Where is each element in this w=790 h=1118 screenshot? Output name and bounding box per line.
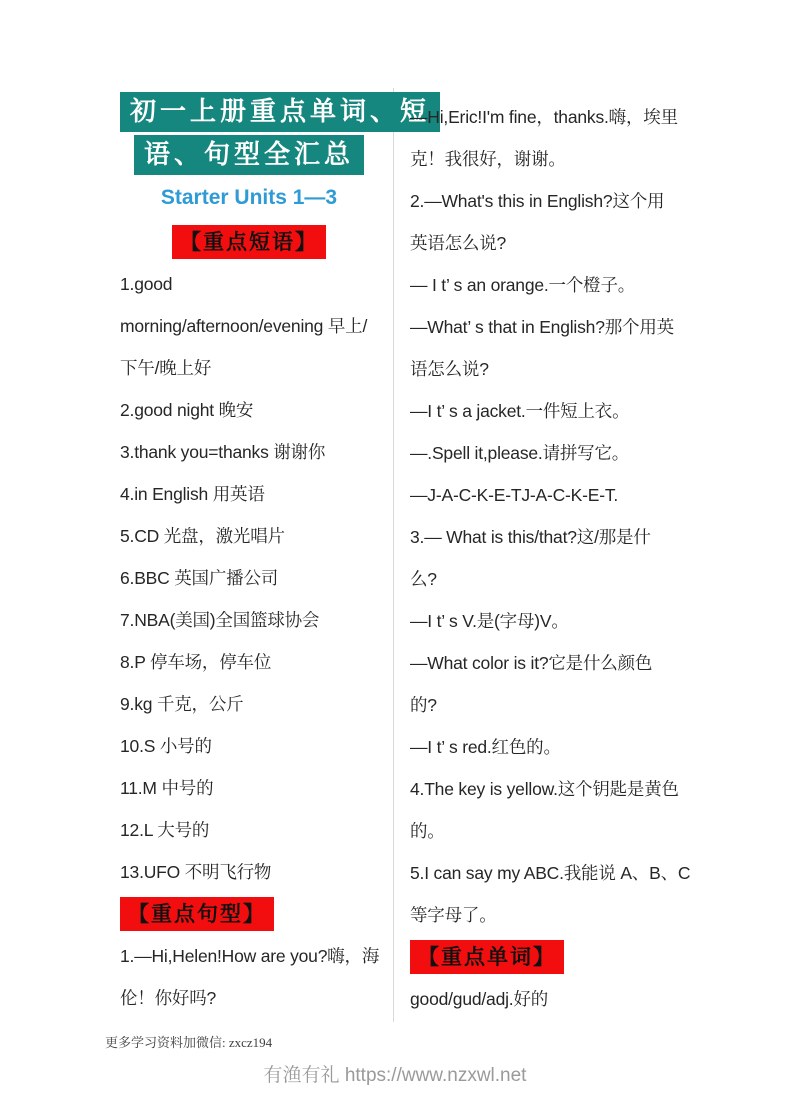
- sentence-line: —I t’ s V.是(字母)V。: [410, 611, 569, 631]
- sentence-line: 3.— What is this/that?这/那是什: [410, 527, 651, 547]
- sentence-line: 5.I can say my ABC.我能说 A、B、C: [410, 863, 691, 883]
- sentence-line: —I t’ s a jacket.一件短上衣。: [410, 401, 630, 421]
- sentence-line: 的?: [410, 695, 437, 715]
- sentence-line: 2.—What's this in English?这个用: [410, 191, 665, 211]
- sentence-line: —Hi,Eric!I'm fine，thanks.嗨，埃里: [410, 107, 678, 127]
- phrase-line: 3.thank you=thanks 谢谢你: [120, 442, 326, 462]
- sentence-line: 4.The key is yellow.这个钥匙是黄色: [410, 779, 679, 799]
- phrase-line: 8.P 停车场，停车位: [120, 652, 272, 672]
- phrase-line: morning/afternoon/evening 早上/: [120, 316, 368, 336]
- title-banner-line2: [120, 135, 378, 175]
- left-column: [120, 92, 431, 1019]
- phrase-line: 11.M 中号的: [120, 778, 214, 798]
- phrase-line: 13.UFO 不明飞行物: [120, 862, 272, 882]
- phrase-line: 1.good: [120, 274, 173, 294]
- sentence-line: — I t’ s an orange.一个橙子。: [410, 275, 636, 295]
- phrase-line: 6.BBC 英国广播公司: [120, 568, 279, 588]
- badge-phrases-wrap: [120, 221, 378, 263]
- badge-sentences-wrap: [120, 893, 378, 935]
- sentence-line: —.Spell it,please.请拼写它。: [410, 443, 630, 463]
- title-line2: 语、句型全汇总: [134, 135, 364, 175]
- sentence-line: 伦！你好吗?: [120, 988, 217, 1008]
- sentence-line: 么?: [410, 569, 437, 589]
- sentence-line: 1.—Hi,Helen!How are you?嗨，海: [120, 946, 380, 966]
- phrase-line: 下午/晚上好: [120, 358, 212, 378]
- phrase-line: 5.CD 光盘，激光唱片: [120, 526, 285, 546]
- sentence-line: 语怎么说?: [410, 359, 489, 379]
- phrase-line: 7.NBA(美国)全国篮球协会: [120, 610, 320, 630]
- title-banner: [120, 92, 431, 132]
- sentence-line: 等字母了。: [410, 905, 497, 925]
- phrase-line: 4.in English 用英语: [120, 484, 265, 504]
- word-line: good/gud/adj.好的: [410, 989, 549, 1009]
- badge-key-words: 【重点单词】: [410, 940, 564, 974]
- sentence-line: —J-A-C-K-E-TJ-A-C-K-E-T.: [410, 485, 619, 505]
- sentence-line: —What color is it?它是什么颜色: [410, 653, 653, 673]
- sentence-line: 克！我很好，谢谢。: [410, 149, 566, 169]
- title-line1: 初一上册重点单词、短: [120, 92, 440, 132]
- phrase-line: 12.L 大号的: [120, 820, 210, 840]
- column-divider: [393, 88, 394, 1022]
- footer-site-watermark: 有渔有礼 https://www.nzxwl.net: [263, 1065, 527, 1086]
- sentence-line: 的。: [410, 821, 445, 841]
- badge-key-sentences: 【重点句型】: [120, 897, 274, 931]
- right-column: [410, 96, 691, 1020]
- footer-wechat-note: 更多学习资料加微信: zxcz194: [105, 1035, 273, 1050]
- badge-words-wrap: [410, 936, 676, 978]
- sentence-line: —What’ s that in English?那个用英: [410, 317, 674, 337]
- phrase-line: 9.kg 千克，公斤: [120, 694, 244, 714]
- phrase-line: 10.S 小号的: [120, 736, 212, 756]
- unit-subtitle: Starter Units 1—3: [160, 186, 338, 209]
- phrase-line: 2.good night 晚安: [120, 400, 254, 420]
- badge-key-phrases: 【重点短语】: [172, 225, 326, 259]
- sentence-line: 英语怎么说?: [410, 233, 507, 253]
- sentence-line: —I t’ s red.红色的。: [410, 737, 561, 757]
